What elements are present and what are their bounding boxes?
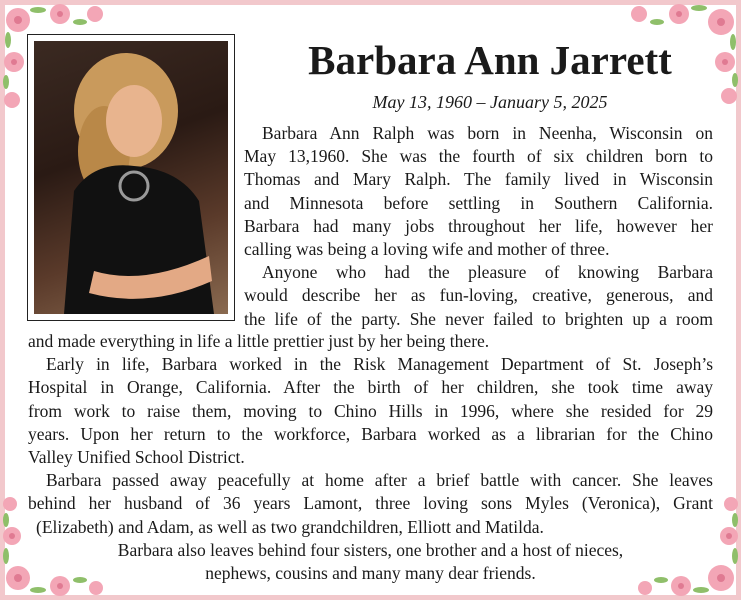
- obituary-body: [28, 330, 713, 539]
- life-dates: May 13, 1960 – January 5, 2025: [372, 92, 608, 112]
- text-line: Anyone who had the pleasure of knowing Barbara: [262, 262, 713, 283]
- deceased-name-heading: Barbara Ann Jarrett: [308, 37, 672, 83]
- text-line: years. Upon her return to the workforce, Barbara worked as a librarian for the Chino: [28, 423, 713, 444]
- text-line: the life of the party. She never failed to brighten up a room: [244, 308, 713, 329]
- obituary-closing: [28, 539, 713, 585]
- text-line: nephews, cousins and many many dear friends.: [205, 563, 536, 584]
- text-line: Thomas and Mary Ralph. The family lived in Wisconsin: [244, 169, 713, 190]
- text-line: Hospital in Orange, California. After the birth of her children, she took time away: [28, 377, 713, 398]
- text-line: calling was being a loving wife and mother of three.: [244, 239, 610, 260]
- text-line: Barbara had many jobs throughout her life, however her: [244, 215, 713, 236]
- text-line: Barbara also leaves behind four sisters, one brother and a host of nieces,: [117, 540, 624, 560]
- text-line: would describe her as fun-loving, creative, generous, and: [244, 285, 713, 306]
- text-line: Barbara Ann Ralph was born in Neenha, Wisconsin on: [262, 123, 713, 143]
- text-line: and made everything in life a little prettier just by her being there.: [28, 331, 490, 351]
- text-line: Early in life, Barbara worked in the Risk Management Department of St. Joseph’s: [46, 354, 713, 375]
- text-line: behind her husband of 36 years Lamont, three loving sons Myles (Veronica), Grant: [28, 493, 713, 514]
- text-line: (Elizabeth) and Adam, as well as two grandchildren, Elliott and Matilda.: [36, 516, 544, 537]
- portrait-photo-frame: [27, 34, 235, 321]
- text-line: and Minnesota before settling in Southern California.: [244, 192, 713, 213]
- text-line: Barbara passed away peacefully at home after a brief battle with cancer. She leaves: [46, 470, 713, 491]
- text-line: from work to raise them, moving to Chino Hills in 1996, where she resided for 29: [28, 400, 713, 421]
- text-line: May 13,1960. She was the fourth of six children born to: [244, 146, 713, 167]
- text-line: Valley Unified School District.: [28, 447, 245, 468]
- portrait-photo: [34, 41, 228, 314]
- obituary-paragraph-1: [244, 122, 713, 331]
